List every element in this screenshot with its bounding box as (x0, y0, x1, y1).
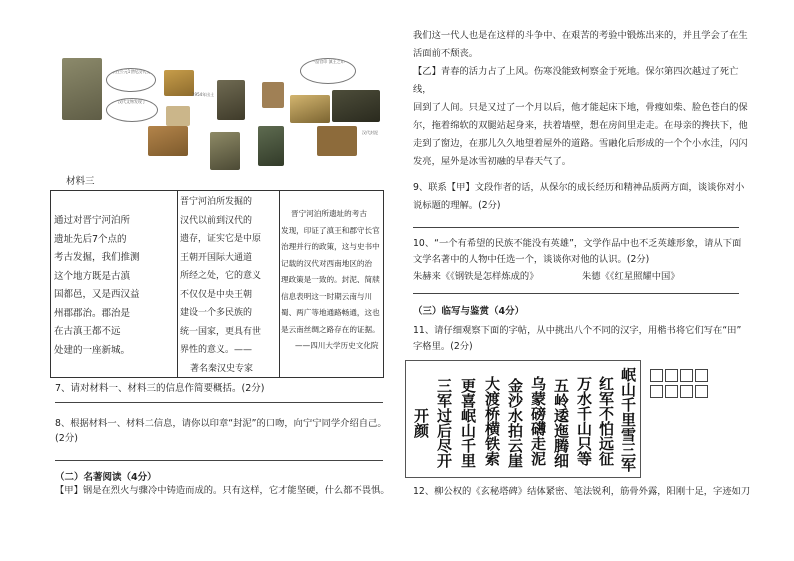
col3-line: 蜀、两广等地通路畅通，这也 (281, 308, 380, 317)
section-2-text: 【甲】钢是在烈火与骤冷中铸造而成的。只有这样，它才能坚硬，什么都不畏惧。 (55, 485, 390, 496)
col1-line: 州郡郡治。郡治是 (54, 307, 131, 319)
tianzige-box[interactable] (680, 369, 693, 382)
question-10-cont: 文学名著中的人物中任选一个，谈谈你对他的认识。(2分) (413, 254, 650, 265)
passage-line: 我们这一代人也是在这样的斗争中、在艰苦的考验中锻炼出来的，并且学会了在生 (413, 30, 748, 41)
caption-bubble: 一品官印 滇王之印 (300, 58, 356, 84)
question-9: 9、联系【甲】文段作者的话，从保尔的成长经历和精神品质两方面，谈谈你对小 (413, 182, 745, 193)
col3-line: 晋宁河泊所遗址的考古 (291, 209, 367, 218)
col2-line: 统一国家，更具有世 (180, 326, 262, 337)
question-8-points: (2分) (55, 433, 78, 444)
passage-line: 【乙】青春的活力占了上风。伤寒没能致柯察金于死地。保尔第四次越过了死亡线， (413, 66, 739, 95)
tianzige-box[interactable] (665, 385, 678, 398)
col1-line: 通过对晋宁河泊所 (54, 215, 131, 226)
passage-line: 尔，拖着绵软的双腿站起身来，扶着墙壁，想在房间里走走。在母亲的搀扶下，他 (413, 120, 748, 131)
caption-bubble: 汉代文物发现了 (106, 98, 158, 122)
table-col1 (54, 212, 174, 360)
calligraphy-column: 五岭逶迤腾细 (552, 378, 570, 468)
col2-line: 界性的意义。—— (180, 345, 253, 355)
col2-line: 汉代以前到汉代的 (180, 215, 253, 226)
col2-line: 晋宁河泊所发掘的 (180, 197, 253, 207)
col3-line: 是云南丝绸之路存在的证据。 (281, 324, 380, 334)
artifact-photo-bell (258, 126, 284, 166)
col3-line: 理政策是一致的。封泥、简牍 (281, 275, 380, 284)
section-2-title: （二）名著阅读（4分） (55, 472, 157, 483)
artifact-photo-vase (210, 132, 240, 170)
passage-line: 走到了窗边，在那儿久久地望着屋外的道路。雪融化后形成的一个个小水洼，闪闪 (413, 138, 748, 149)
tianzige-box[interactable] (695, 369, 708, 382)
col2-line: 不仅仅是中央王朝 (180, 289, 253, 300)
material3-title: 材料三 (66, 176, 95, 187)
question-12: 12、柳公权的《玄秘塔碑》结体紧密、笔法锐利，筋骨外露，阳刚十足，字迹如刀 (413, 486, 751, 497)
calligraphy-column: 红军不怕远征 (597, 376, 615, 466)
passage-line: 活面前不颓丧。 (413, 48, 479, 59)
artifact-photo-figure (62, 58, 102, 120)
calligraphy-column: 乌蒙磅礴走泥 (529, 376, 547, 466)
col1-line: 在古滇王都不远 (54, 326, 121, 337)
col3-line: 记载的汉代对西南地区的治 (281, 258, 373, 268)
q10-option-2: 朱德《《红星照耀中国》 (582, 271, 680, 282)
artifact-photo-plate (317, 126, 357, 156)
artifact-caption: 汉代封泥 (362, 130, 378, 135)
tianzige-box[interactable] (680, 385, 693, 398)
calligraphy-column: 岷山千里雪三军 (619, 366, 637, 472)
col2-line: 建设一个多民族的 (180, 308, 253, 318)
col1-line: 遗址先后7个点的 (54, 233, 127, 245)
passage-line: 发亮，屋外是冰雪初融的早春天气了。 (413, 156, 572, 167)
table-col3 (281, 206, 383, 355)
question-11: 11、请仔细观察下面的字帖，从中挑出八个不同的汉字，用楷书将它们写在“田” (413, 325, 742, 336)
artifact-photo-seal (164, 70, 194, 96)
artifact-caption: 1954年出土 (192, 92, 215, 97)
tianzige-grid (650, 369, 750, 401)
col3-line: 发现，印证了滇王和郡守长官 (281, 225, 380, 235)
col2-line: 所经之处，它的意义 (180, 271, 262, 281)
artifact-collage (62, 40, 382, 165)
col2-line: 遗存，证实它是中原 (180, 234, 262, 244)
answer-line-q7[interactable] (55, 402, 383, 403)
tianzige-box[interactable] (695, 385, 708, 398)
tianzige-box[interactable] (650, 385, 663, 398)
col1-line: 处建的一座新城。 (54, 344, 131, 356)
col2-line: 著名秦汉史专家 (190, 363, 254, 374)
calligraphy-column: 万水千山只等 (575, 376, 593, 466)
reading-passage (413, 27, 753, 171)
artifact-photo-mirror (290, 95, 330, 123)
q10-option-1: 朱赫来《《钢铁是怎样炼成的》 (413, 271, 539, 282)
section-3-title: （三）临写与鉴赏（4分） (413, 306, 525, 317)
calligraphy-column: 金沙水拍云崖 (506, 378, 524, 468)
col3-line: 治理并行的政策，这与史书中 (281, 242, 380, 251)
calligraphy-column: 三军过后尽开 (435, 378, 453, 468)
tianzige-box[interactable] (650, 369, 663, 382)
calligraphy-sheet (405, 360, 641, 478)
answer-line-q10[interactable] (413, 293, 739, 294)
col1-line: 考古发掘，我们推测 (54, 252, 140, 263)
question-8: 8、根据材料一、材料二信息，请你以印章“封泥”的口吻，向宁宁同学介绍自己。 (55, 418, 387, 429)
answer-line-q8[interactable] (55, 460, 383, 461)
question-11-cont: 字格里。(2分) (413, 341, 473, 352)
artifact-photo-tile (332, 90, 380, 122)
question-7: 7、请对材料一、材料三的信息作简要概括。(2分) (55, 383, 265, 394)
calligraphy-column: 开颜 (412, 408, 430, 438)
col1-line: 这个地方既是古滇 (54, 270, 131, 282)
artifact-photo-jar (217, 80, 245, 120)
tianzige-box[interactable] (665, 369, 678, 382)
col1-line: 国都邑，又是西汉益 (54, 289, 140, 300)
col3-line: ——四川大学历史文化院 (295, 341, 379, 350)
col2-line: 王朝开国际大通道 (180, 252, 253, 263)
artifact-photo-cup (262, 82, 284, 108)
artifact-photo-ring (166, 106, 190, 126)
calligraphy-column: 大渡桥横铁索 (483, 376, 501, 466)
table-col2 (180, 193, 280, 378)
question-9-cont: 说标题的理解。(2分) (413, 200, 501, 211)
calligraphy-column: 更喜岷山千里 (459, 378, 477, 468)
caption-bubble: 一朵在公元1世纪汉代文物 (106, 68, 156, 92)
col3-line: 信息表明这一时期云南与川 (281, 291, 373, 301)
question-10: 10、“一个有希望的民族不能没有英雄”，文学作品中也不乏英雄形象，请从下面 (413, 238, 742, 249)
artifact-photo-drum (148, 126, 188, 156)
passage-line: 回到了人间。只是又过了一个月以后，他才能起床下地，骨瘦如柴、脸色苍白的保 (413, 102, 748, 113)
answer-line-q9[interactable] (413, 227, 739, 228)
